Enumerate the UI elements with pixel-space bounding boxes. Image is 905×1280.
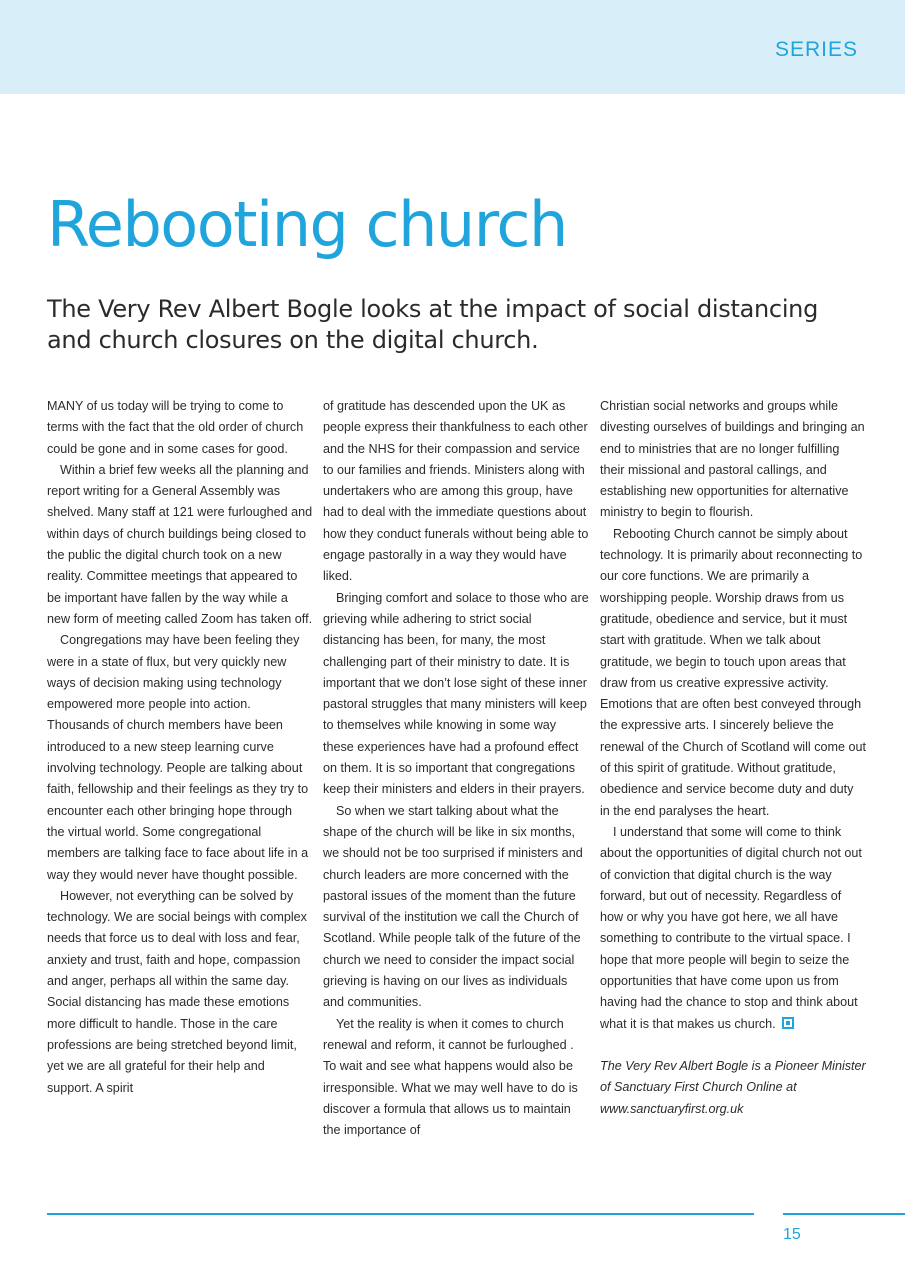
text-column-1 — [47, 396, 313, 1099]
article-title: Rebooting church — [47, 188, 567, 261]
header-band — [0, 0, 905, 94]
paragraph: MANY of us today will be trying to come to terms with the fact that the old order of church could be gone and in some cases for good. — [47, 399, 304, 456]
text-column-2 — [323, 396, 589, 1141]
paragraph: Christian social networks and groups while divesting ourselves of buildings and bringing an end to ministries that are no longer fulfilling their missional and pastoral callings, and establishing new opportunities for alternative ministry to begin to flourish. — [600, 399, 865, 520]
paragraph-final — [600, 822, 866, 1035]
footer-rule-short — [783, 1213, 905, 1215]
section-label: SERIES — [774, 38, 858, 61]
end-mark-icon — [782, 1017, 794, 1029]
page-number: 15 — [783, 1226, 801, 1243]
author-bio: The Very Rev Albert Bogle is a Pioneer Minister of Sanctuary First Church Online at www.sanctuaryfirst.org.uk — [600, 1058, 866, 1116]
text-column-3 — [600, 396, 866, 1120]
footer-rule — [47, 1213, 754, 1215]
paragraph: Bringing comfort and solace to those who are grieving while adhering to strict social distancing has been, for many, the most challenging part of their ministry to date. It is important that we don’t lose sight of these inner pastoral struggles that many ministers will keep to themselves while knowing in some way these experiences have had a profound effect on them. It is so important that congregations keep their ministers and elders in their prayers. — [323, 590, 589, 797]
paragraph: of gratitude has descended upon the UK as people express their thankfulness to each other and the NHS for their compassion and service to our families and friends. Ministers along with undertakers who are among this group, have had to deal with the immediate questions about how they conduct funerals without being able to engage pastorally in a way they would have liked. — [323, 399, 589, 584]
paragraph: Yet the reality is when it comes to church renewal and reform, it cannot be furloughed . To wait and see what happens would also be irresponsible. What we may well have to do is discover a formula that allows us to maintain the importance of — [323, 1016, 578, 1138]
paragraph-text: I understand that some will come to think about the opportunities of digital church not out of conviction that digital church is the way forward, but out of necessity. Regardless of how or why you have got here, we all have something to contribute to the virtual space. I hope that more people will begin to seize the opportunities that have come upon us from having had the chance to stop and think about what it is that makes us church. — [600, 824, 862, 1031]
paragraph: Rebooting Church cannot be simply about technology. It is primarily about reconnecting to our core functions. We are primarily a worshipping people. Worship draws from us gratitude, obedience and service, but it must start with gratitude. When we talk about gratitude, we begin to touch upon areas that draw from us creative expressive activity. Emotions that are often best conveyed through the expressive arts. I sincerely believe the renewal of the Church of Scotland will come out of this spirit of gratitude. Without gratitude, obedience and service become duty and duty in the end paralyses the heart. — [600, 526, 867, 818]
article-standfirst: The Very Rev Albert Bogle looks at the impact of social distancing and church closures on the digital church. — [47, 295, 819, 354]
paragraph: However, not everything can be solved by technology. We are social beings with complex needs that force us to deal with loss and fear, anxiety and trust, faith and hope, compassion and anger, perhaps all within the same day. Social distancing has made these emotions more difficult to handle. Those in the care professions are being stretched beyond limit, yet we are all grateful for their help and support. A spirit — [47, 888, 307, 1095]
paragraph: Congregations may have been feeling they were in a state of flux, but very quickly new ways of decision making using technology empowered more people into action. Thousands of church members have been introduced to a new steep learning curve involving technology. People are talking about faith, fellowship and their feelings as they try to encounter each other bringing hope through the virtual world. Some congregational members are talking face to face about life in a way they would never have thought possible. — [47, 633, 309, 882]
paragraph: Within a brief few weeks all the planning and report writing for a General Assembly was shelved. Many staff at 121 were furloughed and within days of church buildings being closed to the public the digital church took on a new reality. Committee meetings that appeared to be important have fallen by the way while a new form of meeting called Zoom has taken off. — [47, 462, 313, 626]
paragraph: So when we start talking about what the shape of the church will be like in six months, we should not be too surprised if ministers and church leaders are more concerned with the pastoral issues of the moment than the future survival of the institution we call the Church of Scotland. While people talk of the future of the church we need to consider the impact social grieving is having on our lives as individuals and communities. — [323, 803, 583, 1010]
